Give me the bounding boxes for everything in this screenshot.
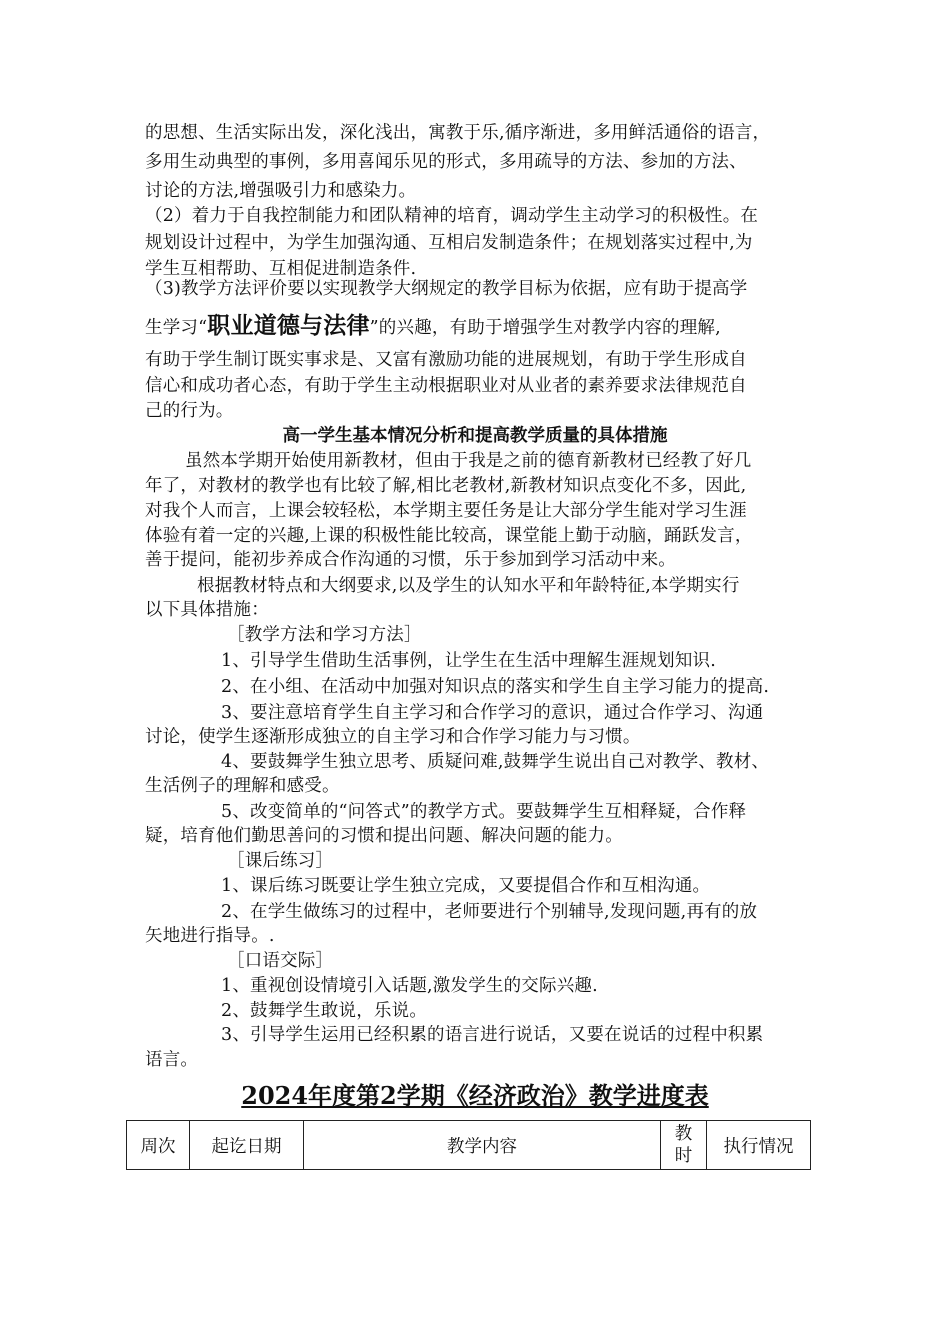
para4-line: 年了，对教材的教学也有比较了解,相比老教材,新教材知识点变化不多，因此, — [145, 476, 747, 496]
section-heading: 高一学生基本情况分析和提高教学质量的具体措施 — [282, 426, 668, 446]
list-item-continuation: 矢地进行指导。. — [145, 926, 275, 946]
header-hours: 教 时 — [661, 1121, 707, 1170]
subsection-heading: ［口语交际］ — [227, 951, 334, 971]
list-item: 1、重视创设情境引入话题,激发学生的交际兴趣. — [221, 976, 598, 996]
schedule-table — [126, 1120, 811, 1170]
subsection-heading: ［课后练习］ — [227, 851, 334, 871]
para4-line: 善于提问，能初步养成合作沟通的习惯，乐于参加到学习活动中来。 — [145, 550, 676, 570]
course-name-emphasis: 职业道德与法律 — [207, 313, 370, 339]
list-item-continuation: 语言。 — [145, 1050, 199, 1070]
header-status: 执行情况 — [707, 1121, 811, 1170]
para2-line: 规划设计过程中，为学生加强沟通、互相启发制造条件；在规划落实过程中,为 — [145, 233, 753, 253]
table-header-row — [127, 1121, 811, 1170]
para1-line: 的思想、生活实际出发，深化浅出，寓教于乐,循序渐进，多用鲜活通俗的语言， — [145, 123, 771, 143]
list-item: 2、在学生做练习的过程中，老师要进行个别辅导,发现问题,再有的放 — [221, 902, 758, 922]
list-item: 1、引导学生借助生活事例，让学生在生活中理解生涯规划知识. — [221, 651, 716, 671]
list-item: 3、引导学生运用已经积累的语言进行说话，又要在说话的过程中积累 — [221, 1025, 764, 1045]
para3-line: （3)教学方法评价要以实现教学大纲规定的教学目标为依据，应有助于提高学 — [145, 279, 748, 299]
para3-line: 有助于学生制订既实事求是、又富有激励功能的进展规划，有助于学生形成自 — [145, 350, 747, 370]
para4-line: 虽然本学期开始使用新教材，但由于我是之前的德育新教材已经教了好几 — [185, 451, 752, 471]
para2-line: （2）着力于自我控制能力和团队精神的培育，调动学生主动学习的积极性。在 — [145, 206, 759, 226]
header-week: 周次 — [127, 1121, 190, 1170]
para3-line: 信心和成功者心态，有助于学生主动根据职业对从业者的素养要求法律规范自 — [145, 376, 747, 396]
list-item: 2、鼓舞学生敢说，乐说。 — [221, 1001, 428, 1021]
list-item: 3、要注意培育学生自主学习和合作学习的意识，通过合作学习、沟通 — [221, 703, 764, 723]
para4-line: 体验有着一定的兴趣,上课的积极性能比较高，课堂能上勤于动脑，踊跃发言， — [145, 526, 753, 546]
para3-pre: 生学习“ — [145, 318, 208, 338]
list-item: 1、课后练习既要让学生独立完成，又要提倡合作和互相沟通。 — [221, 876, 711, 896]
header-content: 教学内容 — [304, 1121, 661, 1170]
list-item-continuation: 讨论，使学生逐渐形成独立的自主学习和合作学习能力与习惯。 — [145, 727, 641, 747]
para1-line: 讨论的方法,增强吸引力和感染力。 — [145, 181, 417, 201]
subsection-heading: ［教学方法和学习方法］ — [227, 625, 422, 645]
header-dates: 起讫日期 — [190, 1121, 304, 1170]
para5-line: 以下具体措施： — [145, 600, 269, 620]
para1-line: 多用生动典型的事例，多用喜闻乐见的形式，多用疏导的方法、参加的方法、 — [145, 152, 747, 172]
list-item: 5、改变简单的“问答式”的教学方式。要鼓舞学生互相释疑，合作释 — [221, 802, 747, 822]
para3-post: ”的兴趣，有助于增强学生对教学内容的理解, — [369, 318, 721, 338]
list-item-continuation: 生活例子的理解和感受。 — [145, 776, 340, 796]
schedule-table-title: 2024年度第2学期《经济政治》教学进度表 — [241, 1081, 709, 1110]
para3-line-with-emphasis — [145, 313, 721, 341]
list-item: 4、要鼓舞学生独立思考、质疑问难,鼓舞学生说出自己对教学、教材、 — [221, 752, 770, 772]
para2-line: 学生互相帮助、互相促进制造条件. — [145, 259, 417, 279]
list-item: 2、在小组、在活动中加强对知识点的落实和学生自主学习能力的提高. — [221, 677, 770, 697]
para4-line: 对我个人而言，上课会较轻松，本学期主要任务是让大部分学生能对学习生涯 — [145, 501, 747, 521]
para3-line: 己的行为。 — [145, 401, 234, 421]
list-item-continuation: 疑，培育他们勤思善问的习惯和提出问题、解决问题的能力。 — [145, 826, 623, 846]
para5-line: 根据教材特点和大纲要求,以及学生的认知水平和年龄特征,本学期实行 — [197, 576, 740, 596]
